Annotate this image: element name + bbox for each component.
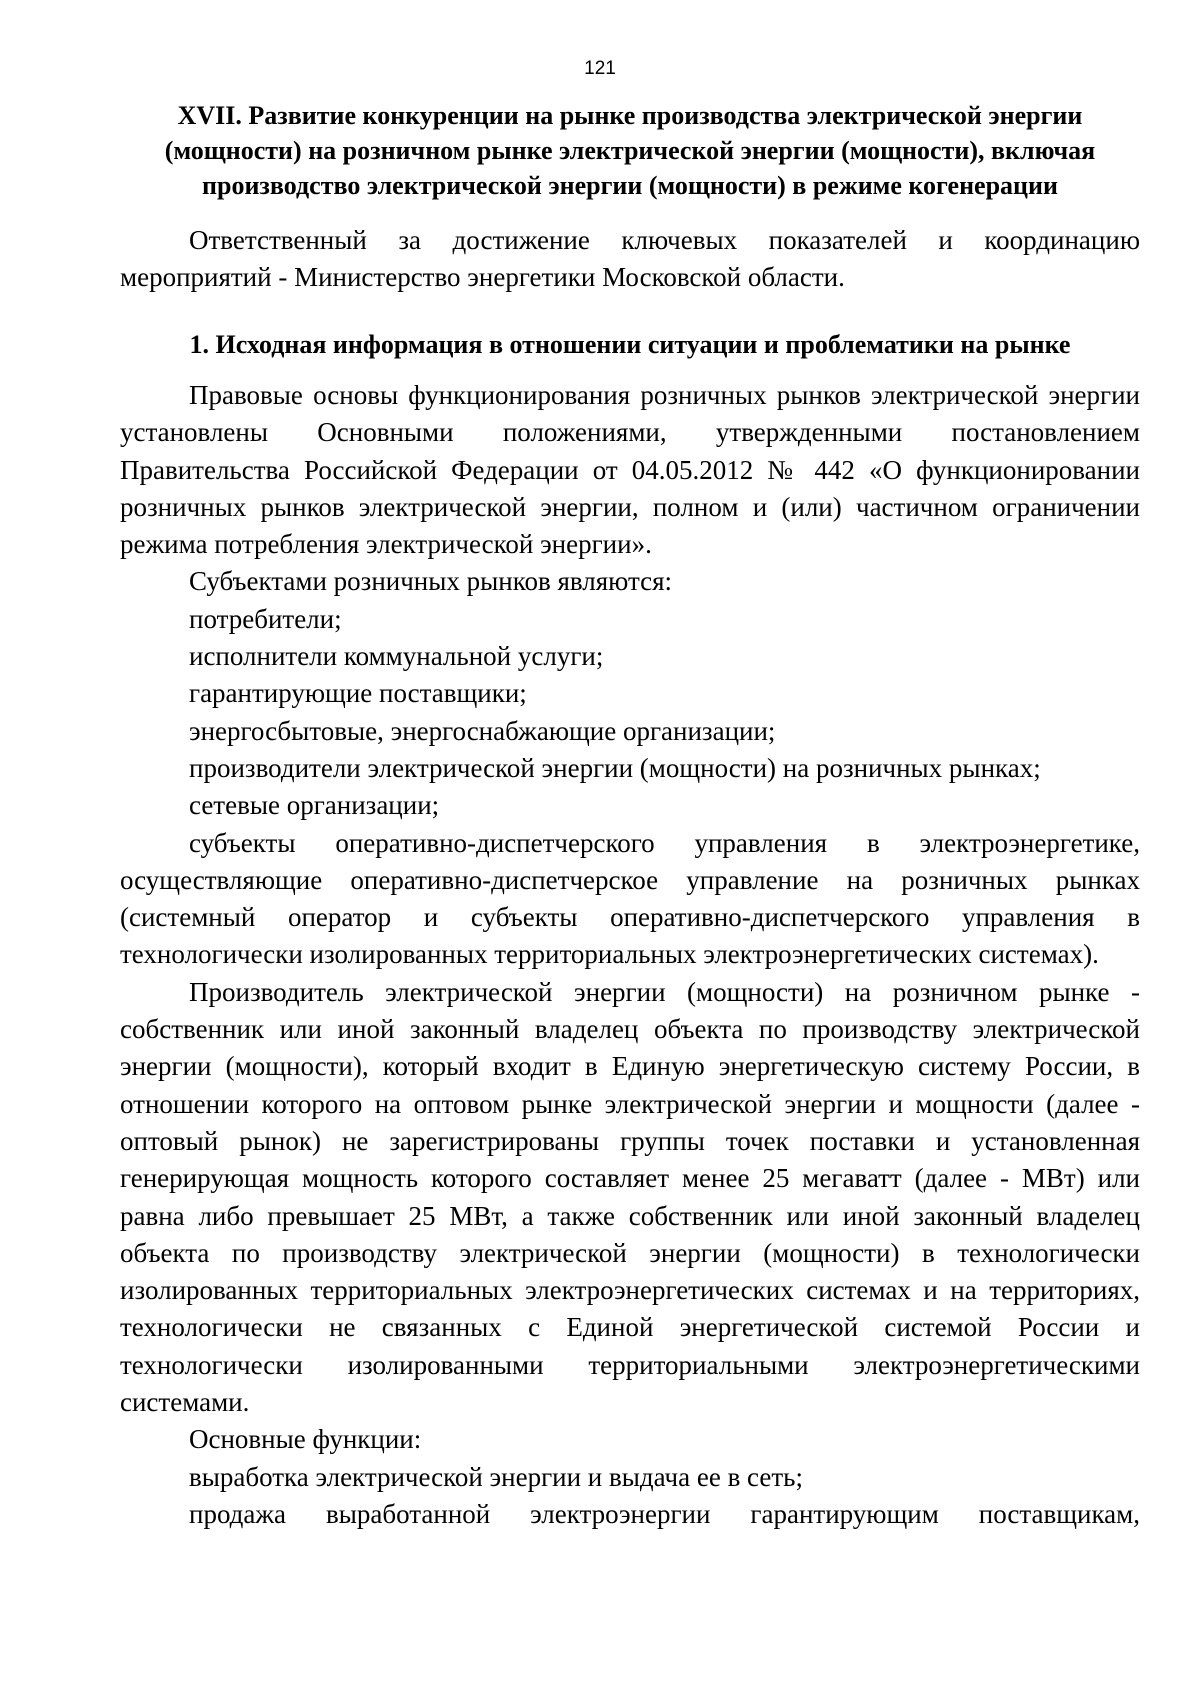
list-item: потребители;	[189, 603, 342, 634]
list-item: сетевые организации;	[189, 790, 440, 821]
paragraph: Субъектами розничных рынков являются:	[189, 566, 673, 597]
list-item: исполнители коммунальной услуги;	[189, 641, 604, 672]
paragraph: Основные функции:	[189, 1424, 422, 1455]
list-item: гарантирующие поставщики;	[189, 678, 527, 709]
list-item: выработка электрической энергии и выдача ее в сеть;	[189, 1461, 803, 1492]
page-number: 121	[584, 58, 616, 79]
section-heading: 1. Исходная информация в отношении ситуации и проблематики на рынке	[189, 330, 1071, 359]
paragraph: Правовые основы функционирования розничных рынков электрической энергии установлены Основными положениями, утвержденными постановлением Правительства Российской Федерации от 04.05.2012 № 442 «О функционировании розничных рынков электрической энергии, полном и (или) частичном ограничении режима потребления электрической энергии».	[120, 380, 1140, 560]
list-item: продажа выработанной электроэнергии гарантирующим поставщикам,	[189, 1498, 1140, 1529]
list-item: субъекты оперативно-диспетчерского управления в электроэнергетике, осуществляющие оперативно-диспетчерское управление на розничных рынках (системный оператор и субъекты оперативно-диспетчерского управления в технологически изолированных территориальных электроэнергетических системах).	[120, 827, 1140, 970]
list-item: производители электрической энергии (мощности) на розничных рынках;	[189, 752, 1041, 783]
chapter-title-line: XVII. Развитие конкуренции на рынке производства электрической энергии	[177, 101, 1083, 130]
chapter-title	[120, 98, 1140, 203]
responsible-statement: Ответственный за достижение ключевых показателей и координацию мероприятий - Министерство энергетики Московской области.	[120, 225, 1140, 292]
paragraph: Производитель электрической энергии (мощности) на розничном рынке - собственник или иной законный владелец объекта по производству электрической энергии (мощности), который входит в Единую энергетическую систему России, в отношении которого на оптовом рынке электрической энергии и мощности (далее - оптовый рынок) не зарегистрированы группы точек поставки и установленная генерирующая мощность которого составляет менее 25 мегаватт (далее - МВт) или равна либо превышает 25 МВт, а также собственник или иной законный владелец объекта по производству электрической энергии (мощности) в технологически изолированных территориальных электроэнергетических системах и на территориях, технологически не связанных с Единой энергетической системой России и технологически изолированными территориальными электроэнергетическими системами.	[120, 976, 1140, 1418]
chapter-title-line: производство электрической энергии (мощности) в режиме когенерации	[202, 171, 1058, 200]
document-body	[120, 98, 1140, 1533]
list-item: энергосбытовые, энергоснабжающие организации;	[189, 715, 776, 746]
chapter-title-line: (мощности) на розничном рынке электрической энергии (мощности), включая	[164, 136, 1096, 165]
